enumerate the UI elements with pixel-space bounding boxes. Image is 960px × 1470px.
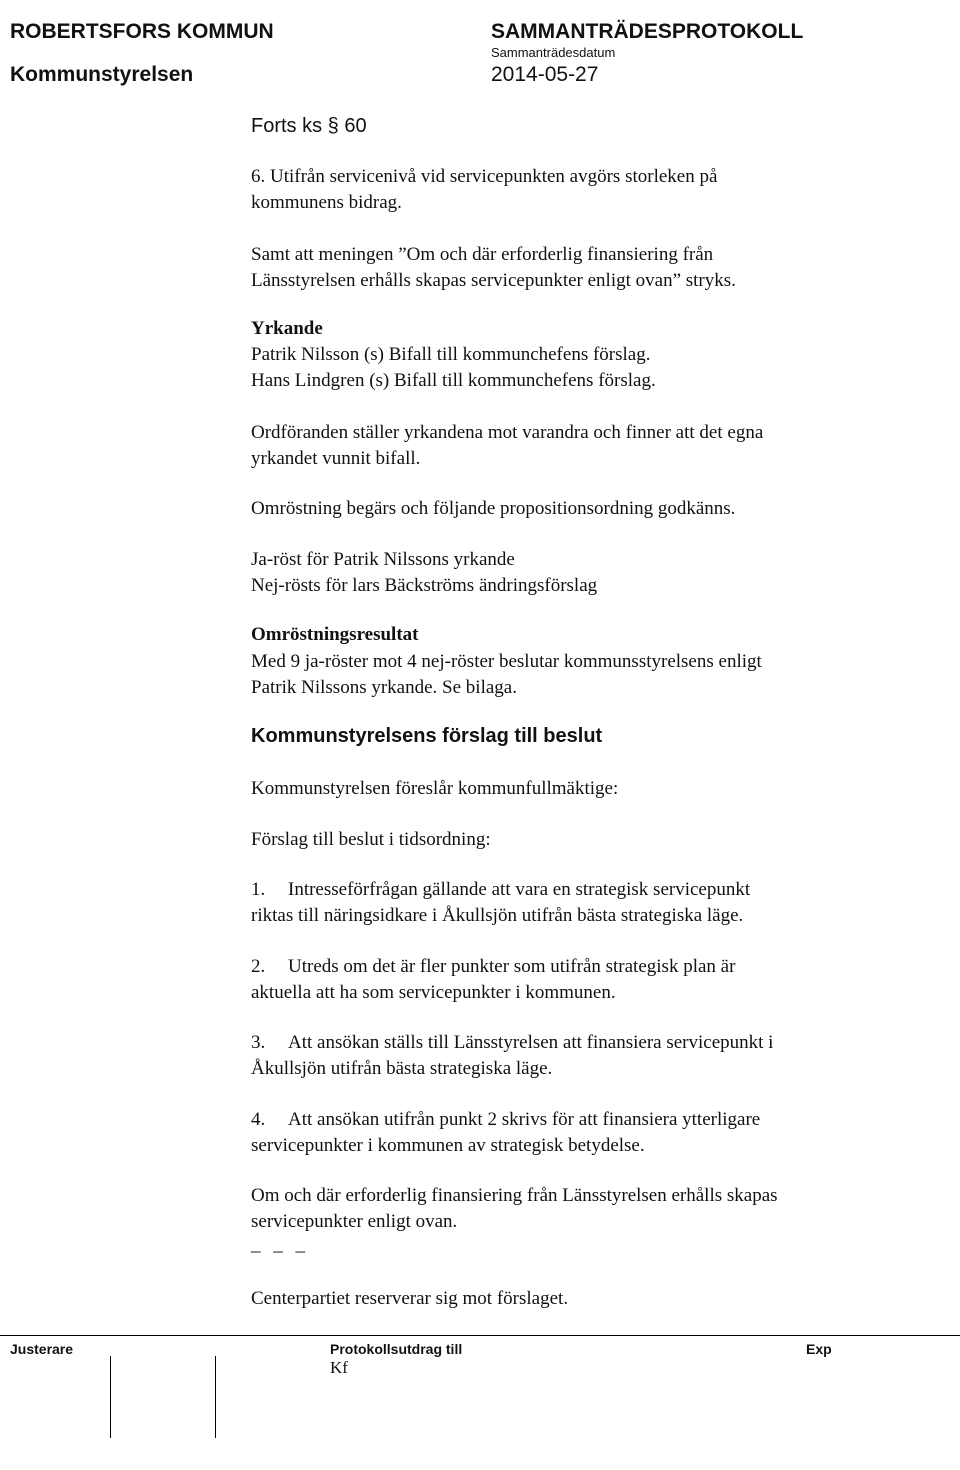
date-label: Sammanträdesdatum [491, 45, 616, 60]
yrkande-heading: Yrkande [251, 318, 323, 339]
proposal-item-3 [251, 1030, 773, 1082]
dash-separator: _ _ _ [251, 1234, 309, 1255]
no-vote-text: Nej-rösts för lars Bäckströms ändringsförslag [251, 575, 598, 596]
vote-request: Omröstning begärs och följande propositionsordning godkänns. [251, 498, 736, 519]
amendment-line-2: Länsstyrelsen erhålls skapas servicepunkter enligt ovan” stryks. [251, 270, 736, 291]
chair-line-1: Ordföranden ställer yrkandena mot varandra och finner att det egna [251, 422, 764, 443]
proposal-item-1 [251, 877, 750, 929]
list-text: servicepunkter i kommunen av strategisk betydelse. [251, 1135, 645, 1156]
vote-result-heading: Omröstningsresultat [251, 624, 419, 645]
proposal-item-2 [251, 954, 735, 1006]
item-6-line-2: kommunens bidrag. [251, 192, 402, 213]
footer-extract-label: Protokollsutdrag till [330, 1341, 463, 1357]
yrkande-line-1: Patrik Nilsson (s) Bifall till kommunchefens förslag. [251, 344, 651, 365]
list-number: 2. [251, 956, 266, 977]
funding-line-1: Om och där erforderlig finansiering från Länsstyrelsen erhålls skapas [251, 1185, 778, 1206]
signature-divider [215, 1356, 216, 1438]
list-text: Att ansökan utifrån punkt 2 skrivs för att finansiera ytterligare [288, 1109, 761, 1130]
list-text: Åkullsjön utifrån bästa strategiska läge. [251, 1058, 553, 1079]
proposal-item-4 [251, 1107, 760, 1159]
continuation-heading: Forts ks § 60 [251, 115, 367, 137]
footer-justerare-label: Justerare [10, 1341, 74, 1357]
municipality-name: ROBERTSFORS KOMMUN [10, 20, 274, 43]
list-number: 1. [251, 879, 266, 900]
footer-divider [0, 1335, 960, 1336]
yes-vote-text: Ja-röst för Patrik Nilssons yrkande [251, 549, 515, 570]
proposal-order: Förslag till beslut i tidsordning: [251, 829, 491, 850]
list-text: Att ansökan ställs till Länsstyrelsen att finansiera servicepunkt i [288, 1032, 774, 1053]
committee-name: Kommunstyrelsen [10, 63, 194, 86]
list-text: Utreds om det är fler punkter som utifrån strategisk plan är [288, 956, 736, 977]
reservation-note: Centerpartiet reserverar sig mot förslaget. [251, 1288, 569, 1309]
list-number: 4. [251, 1109, 266, 1130]
yrkande-line-2: Hans Lindgren (s) Bifall till kommunchefens förslag. [251, 370, 656, 391]
list-text: Intresseförfrågan gällande att vara en strategisk servicepunkt [288, 879, 751, 900]
document-type: SAMMANTRÄDESPROTOKOLL [491, 20, 804, 43]
signature-divider [110, 1356, 111, 1438]
amendment-line-1: Samt att meningen ”Om och där erforderlig finansiering från [251, 244, 714, 265]
vote-result-line-2: Patrik Nilssons yrkande. Se bilaga. [251, 677, 517, 698]
list-text: aktuella att ha som servicepunkter i kommunen. [251, 982, 616, 1003]
meeting-date: 2014-05-27 [491, 63, 599, 86]
chair-line-2: yrkandet vunnit bifall. [251, 448, 421, 469]
proposal-heading: Kommunstyrelsens förslag till beslut [251, 725, 603, 747]
list-text: riktas till näringsidkare i Åkullsjön utifrån bästa strategiska läge. [251, 905, 744, 926]
footer-extract-value: Kf [330, 1358, 348, 1377]
funding-line-2: servicepunkter enligt ovan. [251, 1211, 458, 1232]
list-number: 3. [251, 1032, 266, 1053]
proposal-intro: Kommunstyrelsen föreslår kommunfullmäktige: [251, 778, 619, 799]
footer-exp-label: Exp [806, 1341, 832, 1357]
item-6-line-1: 6. Utifrån servicenivå vid servicepunkten avgörs storleken på [251, 166, 718, 187]
vote-result-line-1: Med 9 ja-röster mot 4 nej-röster beslutar kommunsstyrelsens enligt [251, 651, 762, 672]
